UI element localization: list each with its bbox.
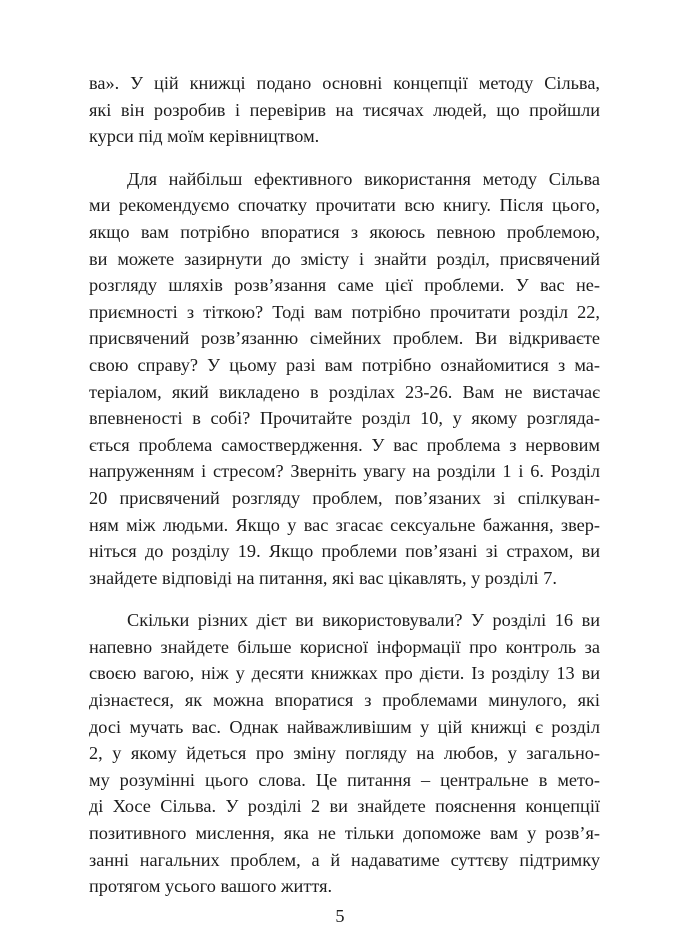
page-number: 5 bbox=[335, 906, 345, 926]
text-line: які він розробив і перевірив на тисячах людей, що пройшли bbox=[89, 99, 600, 120]
text-line: знайдете відповіді на питання, які вас цікавлять, у розділі 7. bbox=[89, 567, 557, 588]
text-line: занні нагальних проблем, а й надаватиме суттєву підтримку bbox=[89, 849, 600, 870]
text-line: ді Хосе Сільва. У розділі 2 ви знайдете пояснення концепції bbox=[89, 796, 600, 817]
text-line: ється проблема самоствердження. У вас проблема з нервовим bbox=[89, 434, 600, 455]
text-line: ням між людьми. Якщо у вас згасає сексуальне бажання, звер- bbox=[89, 514, 600, 535]
page-body bbox=[89, 70, 600, 900]
text-line: 2, у якому йдеться про зміну погляду на любов, у загально- bbox=[89, 743, 600, 764]
text-line: му розумінні цього слова. Це питання – центральне в мето- bbox=[89, 769, 600, 790]
text-line: присвячений розв’язанню сімейних проблем. Ви відкриваєте bbox=[89, 328, 600, 349]
text-line: ми рекомендуємо спочатку прочитати всю книгу. Після цього, bbox=[89, 195, 600, 216]
paragraph bbox=[89, 607, 600, 900]
text-line: приємності з тіткою? Тоді вам потрібно прочитати розділ 22, bbox=[89, 301, 600, 322]
text-line: Скільки різних дієт ви використовували? У розділі 16 ви bbox=[127, 610, 600, 631]
text-line: досі мучать вас. Однак найважливішим у цій книжці є розділ bbox=[89, 716, 600, 737]
text-line: своєю вагою, ніж у десяти книжках про дієти. Із розділу 13 ви bbox=[89, 663, 600, 684]
text-line: 20 присвячений розгляду проблем, пов’язаних зі спілкуван- bbox=[89, 487, 600, 508]
text-line: розгляду шляхів розв’язання саме цієї проблеми. У вас не- bbox=[89, 275, 600, 296]
paragraph bbox=[89, 166, 600, 592]
text-line: курси під моїм керівництвом. bbox=[89, 126, 320, 147]
text-line: напруженням і стресом? Зверніть увагу на розділи 1 і 6. Розділ bbox=[89, 461, 600, 482]
paragraph bbox=[89, 70, 600, 150]
text-line: протягом усього вашого життя. bbox=[89, 876, 333, 897]
text-line: Для найбільш ефективного використання методу Сільва bbox=[127, 168, 600, 189]
text-line: впевненості в собі? Прочитайте розділ 10, у якому розгляда- bbox=[89, 408, 600, 429]
text-line: напевно знайдете більше корисної інформації про контроль за bbox=[89, 636, 600, 657]
text-line: ва». У цій книжці подано основні концепції методу Сільва, bbox=[89, 73, 600, 93]
text-line: позитивного мислення, яка не тільки допоможе вам у розв’я- bbox=[89, 823, 600, 844]
text-line: теріалом, який викладено в розділах 23-26. Вам не вистачає bbox=[89, 381, 600, 402]
text-line: ви можете зазирнути до змісту і знайти розділ, присвячений bbox=[89, 248, 600, 269]
text-line: дізнаєтеся, як можна впоратися з проблемами минулого, які bbox=[89, 690, 600, 711]
text-line: якщо вам потрібно впоратися з якоюсь певною проблемою, bbox=[89, 221, 600, 242]
text-line: свою справу? У цьому разі вам потрібно ознайомитися з ма- bbox=[89, 354, 600, 375]
text-line: ніться до розділу 19. Якщо проблеми пов’язані зі страхом, ви bbox=[89, 541, 600, 562]
